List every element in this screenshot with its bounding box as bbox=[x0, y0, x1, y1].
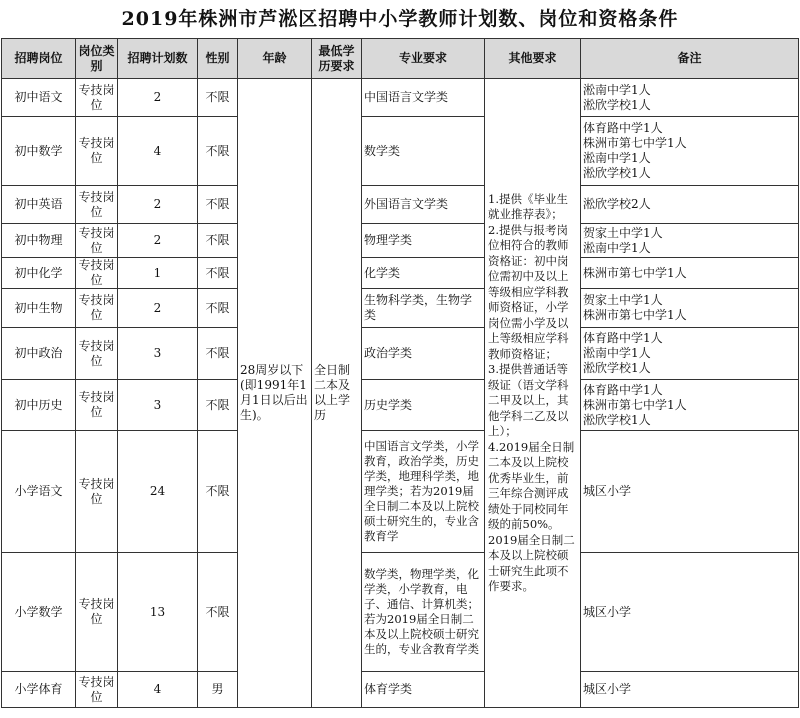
major-cell: 中国语言文学类，小学教育，政治学类，历史学类，地理科学类，地理学类；若为2019届全日制二本及以上院校硕士研究生的，专业含教育学 bbox=[362, 431, 485, 553]
table-row bbox=[2, 431, 799, 553]
post-cell: 初中历史 bbox=[2, 380, 76, 431]
major-cell: 体育学类 bbox=[362, 672, 485, 708]
post-cell: 初中生物 bbox=[2, 289, 76, 328]
note-cell: 株洲市第七中学1人 bbox=[581, 258, 799, 289]
recruitment-table bbox=[1, 38, 799, 708]
plan-cell: 2 bbox=[118, 186, 198, 224]
gender-cell: 不限 bbox=[198, 258, 238, 289]
header-category: 岗位类别 bbox=[76, 39, 118, 79]
gender-cell: 男 bbox=[198, 672, 238, 708]
note-cell: 城区小学 bbox=[581, 431, 799, 553]
table-row bbox=[2, 117, 799, 186]
note-cell: 城区小学 bbox=[581, 672, 799, 708]
note-cell: 贺家土中学1人 株洲市第七中学1人 bbox=[581, 289, 799, 328]
category-cell: 专技岗位 bbox=[76, 258, 118, 289]
note-cell: 淞南中学1人 淞欣学校1人 bbox=[581, 79, 799, 117]
plan-cell: 3 bbox=[118, 328, 198, 380]
gender-cell: 不限 bbox=[198, 289, 238, 328]
category-cell: 专技岗位 bbox=[76, 431, 118, 553]
post-cell: 小学语文 bbox=[2, 431, 76, 553]
plan-cell: 3 bbox=[118, 380, 198, 431]
gender-cell: 不限 bbox=[198, 117, 238, 186]
table-row bbox=[2, 289, 799, 328]
gender-cell: 不限 bbox=[198, 380, 238, 431]
table-row bbox=[2, 553, 799, 672]
note-cell: 贺家土中学1人 淞南中学1人 bbox=[581, 224, 799, 258]
table-row bbox=[2, 186, 799, 224]
major-cell: 生物科学类，生物学类 bbox=[362, 289, 485, 328]
post-cell: 小学体育 bbox=[2, 672, 76, 708]
note-cell: 城区小学 bbox=[581, 553, 799, 672]
header-gender: 性别 bbox=[198, 39, 238, 79]
table-row bbox=[2, 79, 799, 117]
header-plan: 招聘计划数 bbox=[118, 39, 198, 79]
note-cell: 体育路中学1人 株洲市第七中学1人 淞欣学校1人 bbox=[581, 380, 799, 431]
category-cell: 专技岗位 bbox=[76, 380, 118, 431]
major-cell: 物理学类 bbox=[362, 224, 485, 258]
gender-cell: 不限 bbox=[198, 431, 238, 553]
header-major: 专业要求 bbox=[362, 39, 485, 79]
plan-cell: 1 bbox=[118, 258, 198, 289]
age-text: 28周岁以下(即1991年1月1日以后出生)。 bbox=[240, 363, 308, 422]
note-cell: 体育路中学1人 株洲市第七中学1人 淞南中学1人 淞欣学校1人 bbox=[581, 117, 799, 186]
table-row bbox=[2, 258, 799, 289]
major-cell: 政治学类 bbox=[362, 328, 485, 380]
gender-cell: 不限 bbox=[198, 553, 238, 672]
plan-cell: 13 bbox=[118, 553, 198, 672]
header-age: 年龄 bbox=[238, 39, 312, 79]
gender-cell: 不限 bbox=[198, 224, 238, 258]
gender-cell: 不限 bbox=[198, 79, 238, 117]
post-cell: 初中政治 bbox=[2, 328, 76, 380]
major-cell: 数学类 bbox=[362, 117, 485, 186]
post-cell: 小学数学 bbox=[2, 553, 76, 672]
header-other: 其他要求 bbox=[485, 39, 581, 79]
post-cell: 初中英语 bbox=[2, 186, 76, 224]
page-title: 2019年株洲市芦淞区招聘中小学教师计划数、岗位和资格条件 bbox=[121, 8, 679, 30]
category-cell: 专技岗位 bbox=[76, 117, 118, 186]
post-cell: 初中化学 bbox=[2, 258, 76, 289]
table-row bbox=[2, 380, 799, 431]
category-cell: 专技岗位 bbox=[76, 289, 118, 328]
header-note: 备注 bbox=[581, 39, 799, 79]
category-cell: 专技岗位 bbox=[76, 224, 118, 258]
category-cell: 专技岗位 bbox=[76, 79, 118, 117]
gender-cell: 不限 bbox=[198, 186, 238, 224]
major-cell: 外国语言文学类 bbox=[362, 186, 485, 224]
category-cell: 专技岗位 bbox=[76, 672, 118, 708]
table-row bbox=[2, 672, 799, 708]
category-cell: 专技岗位 bbox=[76, 186, 118, 224]
note-cell: 淞欣学校2人 bbox=[581, 186, 799, 224]
category-cell: 专技岗位 bbox=[76, 553, 118, 672]
other-requirements-text: 1.提供《毕业生就业推荐表》； 2.提供与报考岗位相符合的教师资格证：初中岗位需初中及以上等级相应学科教师资格证，小学岗位需小学及以上等级相应学科教师资格证； 3.提供普通话等级证（语文学科二甲及以上，其他学科二乙及以上）； 4.2019届全日制二本及以上院校优秀毕业生，前三年综合测评成绩处于同校同年级的前50%。2019届全日制二本及以上院校硕士研究生此项不作要求。 bbox=[488, 191, 575, 593]
category-cell: 专技岗位 bbox=[76, 328, 118, 380]
age-cell bbox=[238, 79, 312, 708]
major-cell: 化学类 bbox=[362, 258, 485, 289]
header-education: 最低学历要求 bbox=[312, 39, 362, 79]
plan-cell: 2 bbox=[118, 224, 198, 258]
header-post: 招聘岗位 bbox=[2, 39, 76, 79]
major-cell: 历史学类 bbox=[362, 380, 485, 431]
major-cell: 中国语言文学类 bbox=[362, 79, 485, 117]
post-cell: 初中数学 bbox=[2, 117, 76, 186]
education-text: 全日制二本及以上学历 bbox=[314, 363, 351, 422]
gender-cell: 不限 bbox=[198, 328, 238, 380]
post-cell: 初中物理 bbox=[2, 224, 76, 258]
plan-cell: 4 bbox=[118, 117, 198, 186]
education-cell bbox=[312, 79, 362, 708]
major-cell: 数学类，物理学类，化学类，小学教育，电子、通信、计算机类；若为2019届全日制二本及以上院校硕士研究生的，专业含教育学类 bbox=[362, 553, 485, 672]
other-requirements-cell bbox=[485, 79, 581, 708]
post-cell: 初中语文 bbox=[2, 79, 76, 117]
header-row bbox=[2, 39, 799, 79]
plan-cell: 4 bbox=[118, 672, 198, 708]
plan-cell: 24 bbox=[118, 431, 198, 553]
note-cell: 体育路中学1人 淞南中学1人 淞欣学校1人 bbox=[581, 328, 799, 380]
plan-cell: 2 bbox=[118, 289, 198, 328]
table-row bbox=[2, 224, 799, 258]
plan-cell: 2 bbox=[118, 79, 198, 117]
table-row bbox=[2, 328, 799, 380]
